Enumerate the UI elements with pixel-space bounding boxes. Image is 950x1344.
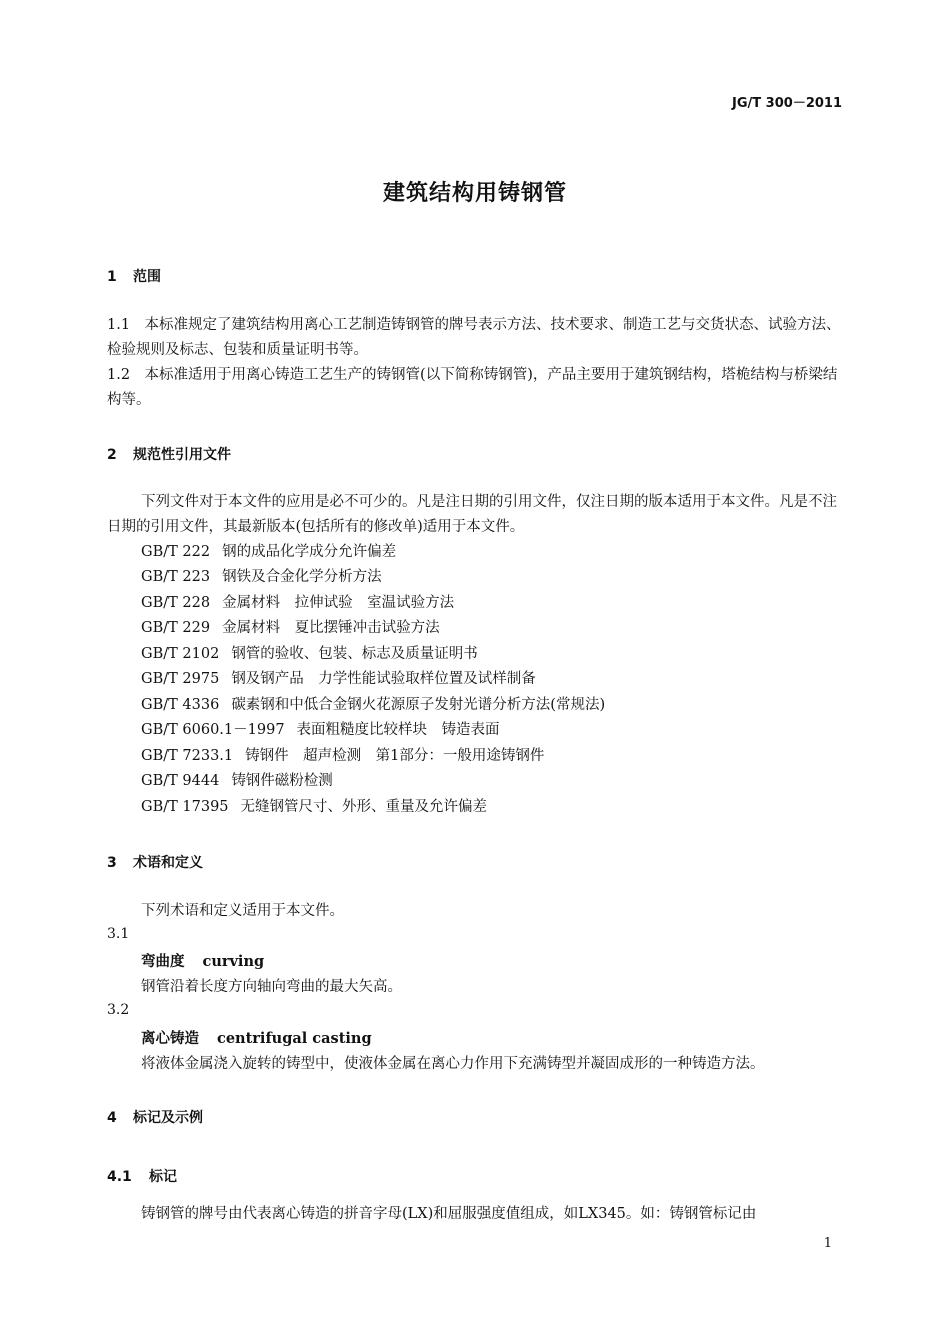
reference-item bbox=[141, 540, 396, 565]
section-3-title: 术语和定义 bbox=[133, 855, 203, 871]
subsection-4-1-heading bbox=[107, 1166, 177, 1186]
terms-intro: 下列术语和定义适用于本文件。 bbox=[141, 903, 344, 919]
reference-code: GB/T 9444 bbox=[141, 773, 220, 789]
reference-title: 钢管的验收、包装、标志及质量证明书 bbox=[231, 646, 478, 662]
reference-item bbox=[141, 616, 440, 641]
reference-code: GB/T 6060.1－1997 bbox=[141, 722, 285, 738]
reference-item bbox=[141, 591, 454, 616]
reference-item bbox=[141, 744, 544, 769]
reference-title: 钢的成品化学成分允许偏差 bbox=[222, 544, 397, 560]
section-3-heading bbox=[107, 852, 203, 872]
reference-title: 金属材料 夏比摆锤冲击试验方法 bbox=[222, 620, 440, 636]
reference-title: 碳素钢和中低合金钢火花源原子发射光谱分析方法(常规法) bbox=[231, 697, 606, 713]
page-number: 1 bbox=[823, 1236, 832, 1251]
term-en: centrifugal casting bbox=[217, 1030, 372, 1047]
term-name bbox=[141, 950, 264, 971]
subsection-4-1-number: 4.1 bbox=[107, 1169, 132, 1185]
section-2-heading bbox=[107, 444, 231, 464]
reference-code: GB/T 222 bbox=[141, 544, 211, 560]
standard-code: JG/T 300－2011 bbox=[732, 96, 842, 111]
reference-code: GB/T 7233.1 bbox=[141, 748, 234, 764]
reference-title: 钢铁及合金化学分析方法 bbox=[222, 569, 382, 585]
reference-title: 钢及钢产品 力学性能试验取样位置及试样制备 bbox=[231, 671, 536, 687]
reference-code: GB/T 2975 bbox=[141, 671, 220, 687]
reference-code: GB/T 228 bbox=[141, 595, 211, 611]
section-3-number: 3 bbox=[107, 855, 117, 871]
reference-item bbox=[141, 718, 500, 743]
term-en: curving bbox=[202, 953, 265, 970]
reference-title: 无缝钢管尺寸、外形、重量及允许偏差 bbox=[240, 799, 488, 815]
term-name bbox=[141, 1027, 372, 1048]
reference-item bbox=[141, 769, 333, 794]
references-intro: 下列文件对于本文件的应用是必不可少的。凡是注日期的引用文件，仅注日期的版本适用于本文件。凡是不注日期的引用文件，其最新版本(包括所有的修改单)适用于本文件。 bbox=[107, 494, 837, 535]
reference-title: 铸钢件 超声检测 第1部分：一般用途铸钢件 bbox=[245, 748, 545, 764]
term-number: 3.2 bbox=[107, 1002, 130, 1018]
term-definition: 钢管沿着长度方向轴向弯曲的最大矢高。 bbox=[141, 979, 402, 995]
reference-code: GB/T 229 bbox=[141, 620, 211, 636]
reference-item bbox=[141, 565, 382, 590]
reference-title: 铸钢件磁粉检测 bbox=[231, 773, 333, 789]
reference-item bbox=[141, 667, 536, 692]
document-title: 建筑结构用铸钢管 bbox=[382, 181, 567, 206]
reference-code: GB/T 223 bbox=[141, 569, 211, 585]
subsection-4-1-title: 标记 bbox=[149, 1169, 177, 1185]
section-4-title: 标记及示例 bbox=[133, 1110, 203, 1126]
clause-1-1: 1.1 本标准规定了建筑结构用离心工艺制造铸钢管的牌号表示方法、技术要求、制造工艺与交货状态、试验方法、检验规则及标志、包装和质量证明书等。 bbox=[107, 317, 841, 358]
term-number: 3.1 bbox=[107, 926, 130, 942]
section-1-number: 1 bbox=[107, 269, 117, 285]
reference-item bbox=[141, 642, 478, 667]
term-zh: 离心铸造 bbox=[141, 1030, 199, 1047]
section-2-title: 规范性引用文件 bbox=[133, 447, 231, 463]
term-zh: 弯曲度 bbox=[141, 953, 185, 970]
reference-code: GB/T 2102 bbox=[141, 646, 220, 662]
reference-title: 金属材料 拉伸试验 室温试验方法 bbox=[222, 595, 455, 611]
reference-code: GB/T 4336 bbox=[141, 697, 220, 713]
section-4-number: 4 bbox=[107, 1110, 117, 1126]
section-2-number: 2 bbox=[107, 447, 117, 463]
reference-title: 表面粗糙度比较样块 铸造表面 bbox=[296, 722, 500, 738]
marking-paragraph: 铸钢管的牌号由代表离心铸造的拼音字母(LX)和屈服强度值组成，如LX345。如：铸钢管标记由 bbox=[141, 1206, 757, 1222]
term-definition: 将液体金属浇入旋转的铸型中，使液体金属在离心力作用下充满铸型并凝固成形的一种铸造方法。 bbox=[141, 1056, 765, 1072]
section-4-heading bbox=[107, 1107, 203, 1127]
section-1-title: 范围 bbox=[133, 269, 161, 285]
reference-item bbox=[141, 693, 605, 718]
clause-1-2: 1.2 本标准适用于用离心铸造工艺生产的铸钢管(以下简称铸钢管)，产品主要用于建筑钢结构，塔桅结构与桥梁结构等。 bbox=[107, 367, 838, 408]
reference-item bbox=[141, 795, 487, 820]
reference-code: GB/T 17395 bbox=[141, 799, 229, 815]
section-1-heading bbox=[107, 266, 161, 286]
